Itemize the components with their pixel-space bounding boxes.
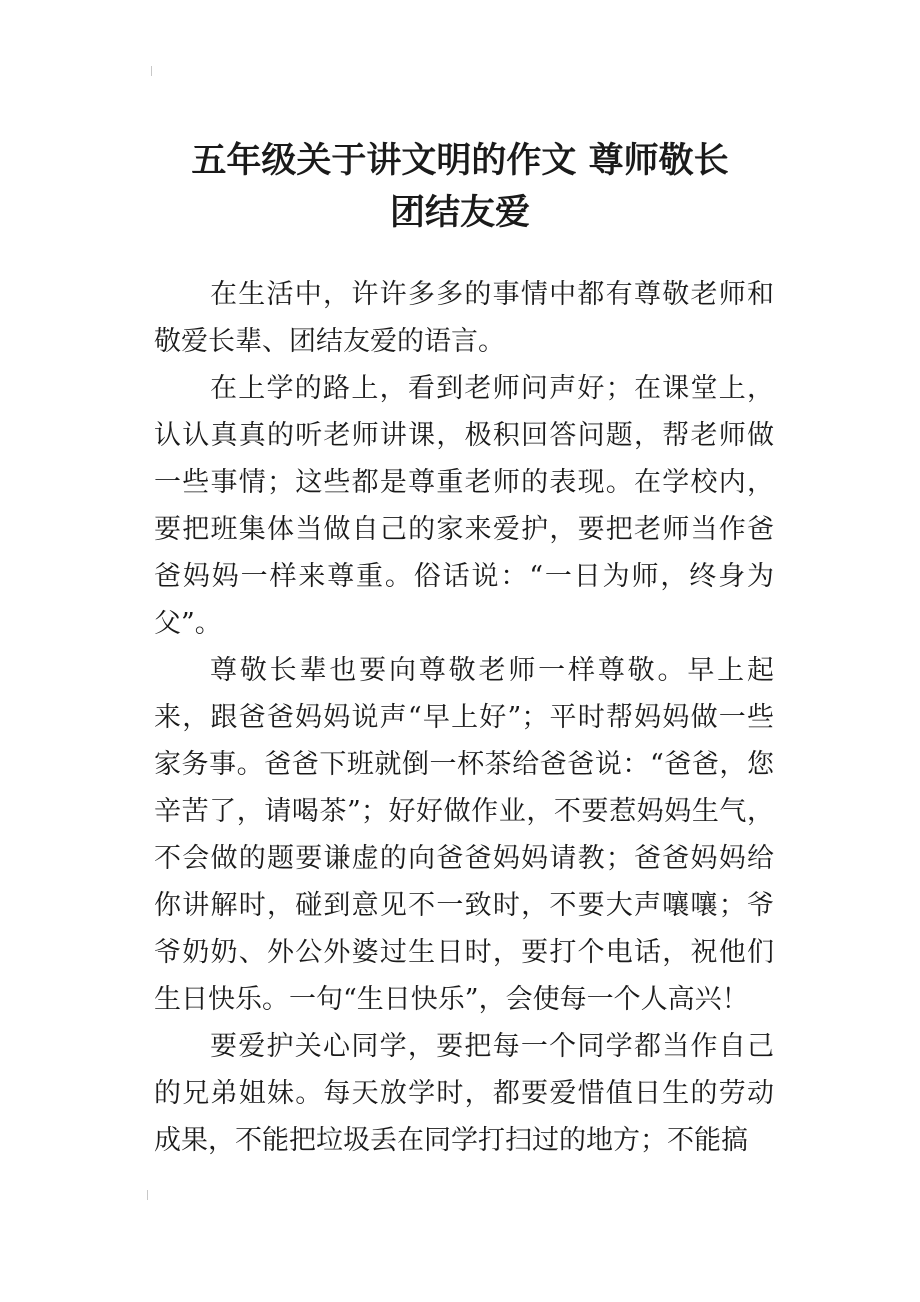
crop-mark-top xyxy=(148,66,156,76)
paragraph-2: 在上学的路上，看到老师问声好；在课堂上，认认真真的听老师讲课，极积回答问题，帮老师做一些事情；这些都是尊重老师的表现。在学校内，要把班集体当做自己的家来爱护，要把老师当作爸爸妈妈一样来尊重。俗话说：“一日为师，终身为父”。 xyxy=(154,373,774,639)
paragraph-1: 在生活中，许许多多的事情中都有尊敬老师和敬爱长辈、团结友爱的语言。 xyxy=(154,279,774,357)
document-body xyxy=(154,271,774,1164)
title-line-2: 团结友爱 xyxy=(389,193,530,234)
title-line-1: 五年级关于讲文明的作文 尊师敬长 xyxy=(191,141,729,182)
crop-mark-bottom xyxy=(144,1190,152,1200)
paragraph-3: 尊敬长辈也要向尊敬老师一样尊敬。早上起来，跟爸爸妈妈说声“早上好”；平时帮妈妈做一些家务事。爸爸下班就倒一杯茶给爸爸说：“爸爸，您辛苦了，请喝茶”；好好做作业，不要惹妈妈生气，不会做的题要谦虚的向爸爸妈妈请教；爸爸妈妈给你讲解时，碰到意见不一致时，不要大声嚷嚷；爷爷奶奶、外公外婆过生日时，要打个电话，祝他们生日快乐。一句“生日快乐”，会使每一个人高兴！ xyxy=(154,655,774,1015)
document-title xyxy=(110,135,810,239)
paragraph-4: 要爱护关心同学，要把每一个同学都当作自己的兄弟姐妹。每天放学时，都要爱惜值日生的劳动成果，不能把垃圾丢在同学打扫过的地方；不能搞 xyxy=(154,1031,774,1156)
